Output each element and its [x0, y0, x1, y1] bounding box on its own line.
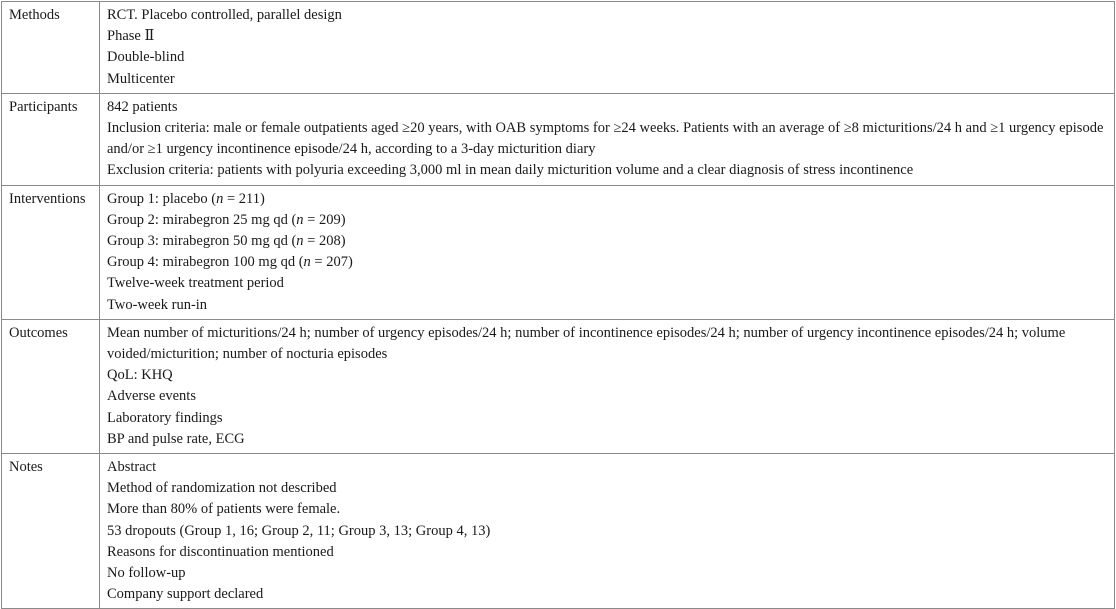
table-row-outcomes [2, 319, 1115, 453]
content-line [107, 252, 1108, 273]
content-line: 53 dropouts (Group 1, 16; Group 2, 11; Group 3, 13; Group 4, 13) [107, 522, 491, 539]
line-text: = 208) [303, 233, 346, 250]
table-row-participants [2, 93, 1115, 185]
content-line: BP and pulse rate, ECG [107, 430, 245, 447]
line-text: = 207) [310, 254, 353, 271]
content-line: 842 patients [107, 98, 178, 115]
content-line: Abstract [107, 459, 157, 476]
sample-size-symbol: n [296, 211, 304, 228]
content-line [107, 210, 1108, 231]
table-row-interventions [2, 185, 1115, 319]
content-line: Twelve-week treatment period [107, 275, 284, 292]
content-line: Multicenter [107, 70, 175, 87]
row-label: Participants [2, 93, 100, 185]
row-content [100, 454, 1115, 609]
content-line: No follow-up [107, 565, 186, 582]
line-text: Group 4: mirabegron 100 mg qd ( [107, 254, 304, 271]
content-line: Reasons for discontinuation mentioned [107, 543, 334, 560]
row-content [100, 185, 1115, 319]
content-line [107, 189, 1108, 210]
content-line: RCT. Placebo controlled, parallel design [107, 7, 342, 23]
table-body [2, 2, 1115, 609]
sample-size-symbol: n [216, 190, 224, 207]
line-text: = 209) [303, 211, 346, 228]
study-characteristics-table [1, 1, 1115, 609]
content-line: Double-blind [107, 49, 185, 66]
row-label: Interventions [2, 185, 100, 319]
content-line [107, 231, 1108, 252]
sample-size-symbol: n [303, 254, 311, 271]
content-line: Adverse events [107, 388, 196, 405]
line-text: Group 1: placebo ( [107, 190, 217, 207]
content-line: Exclusion criteria: patients with polyuria exceeding 3,000 ml in mean daily micturition volume and a clear diagnosis of stress incontinence [107, 162, 914, 179]
row-content [100, 93, 1115, 185]
content-line: Inclusion criteria: male or female outpatients aged ≥20 years, with OAB symptoms for ≥24 weeks. Patients with an average of ≥8 micturitions/24 h and ≥1 urgency episode and/or ≥1 urgency incontinence episode/24 h, according to a 3-day micturition diary [107, 120, 1104, 158]
content-line: Laboratory findings [107, 409, 223, 426]
content-line: Mean number of micturitions/24 h; number of urgency episodes/24 h; number of incontinence episodes/24 h; number of urgency incontinence episodes/24 h; volume voided/micturition; number of nocturia episodes [107, 324, 1066, 363]
row-content [100, 2, 1115, 94]
content-line: More than 80% of patients were female. [107, 501, 341, 518]
content-line: Company support declared [107, 586, 264, 603]
line-text: Group 3: mirabegron 50 mg qd ( [107, 233, 297, 250]
content-line: Phase Ⅱ [107, 28, 155, 45]
row-label: Methods [2, 2, 100, 94]
row-label: Notes [2, 454, 100, 609]
row-label: Outcomes [2, 319, 100, 453]
table-row-notes [2, 454, 1115, 609]
content-line: Two-week run-in [107, 296, 208, 313]
content-line: QoL: KHQ [107, 367, 173, 384]
line-text: = 211) [223, 190, 265, 207]
content-line: Method of randomization not described [107, 480, 337, 497]
table-row-methods [2, 2, 1115, 94]
sample-size-symbol: n [296, 233, 304, 250]
row-content [100, 319, 1115, 453]
line-text: Group 2: mirabegron 25 mg qd ( [107, 211, 297, 228]
